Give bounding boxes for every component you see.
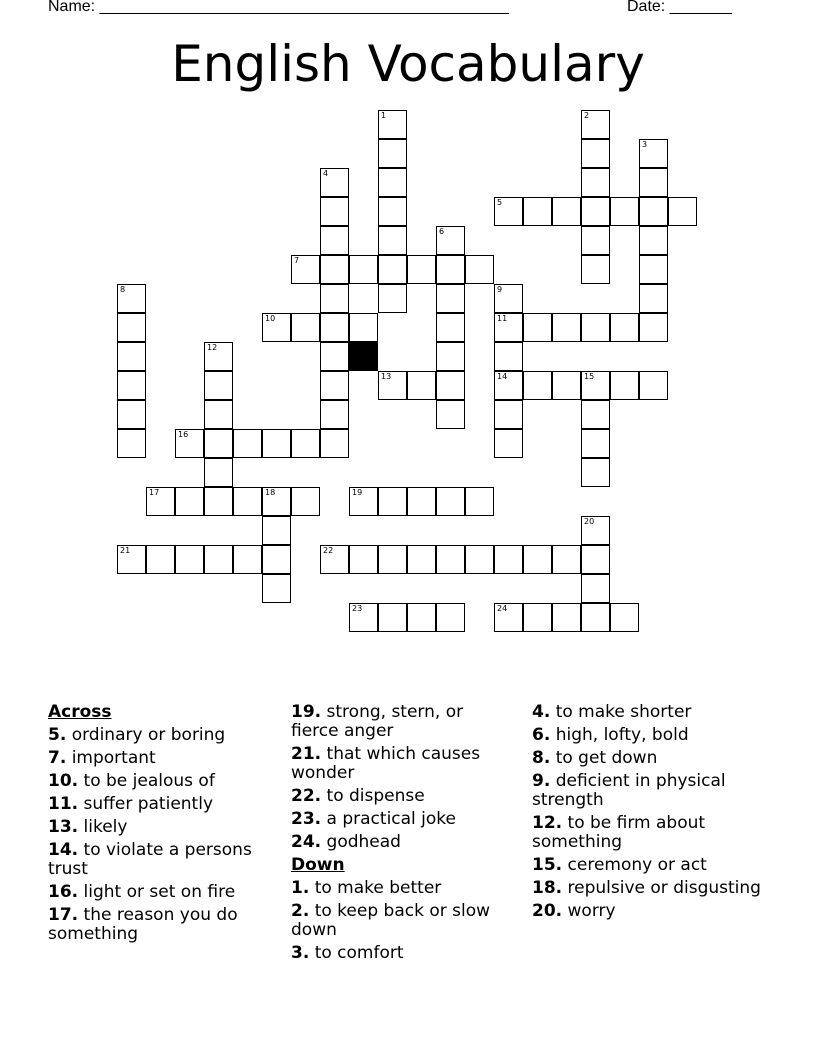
- grid-cell[interactable]: [494, 197, 523, 226]
- clue-item: [532, 749, 762, 768]
- clue-number: 11: [497, 314, 508, 323]
- clue-item: [48, 749, 273, 768]
- grid-cell[interactable]: [436, 400, 465, 429]
- grid-cell[interactable]: [407, 371, 436, 400]
- clue-number: 9: [497, 285, 503, 294]
- grid-cell[interactable]: [552, 545, 581, 574]
- grid-cell[interactable]: [494, 284, 523, 313]
- grid-cell[interactable]: [233, 545, 262, 574]
- grid-cell[interactable]: [610, 603, 639, 632]
- clue-column-1: [48, 703, 273, 948]
- grid-cell[interactable]: [407, 255, 436, 284]
- grid-cell[interactable]: [494, 371, 523, 400]
- grid-cell[interactable]: [523, 197, 552, 226]
- clue-item-number: 10.: [48, 771, 79, 791]
- clue-item-text: suffer patiently: [83, 794, 214, 814]
- clue-item-text: to be firm about something: [532, 813, 706, 852]
- clue-item: [48, 795, 273, 814]
- clue-item: [48, 906, 273, 944]
- grid-cell[interactable]: [639, 197, 668, 226]
- clue-item: [48, 841, 273, 879]
- grid-cell[interactable]: [436, 545, 465, 574]
- grid-cell[interactable]: [320, 197, 349, 226]
- grid-cell[interactable]: [320, 284, 349, 313]
- grid-cell[interactable]: [378, 168, 407, 197]
- clue-item-text: ceremony or act: [567, 855, 707, 875]
- clue-item: [291, 745, 516, 783]
- grid-cell[interactable]: [407, 545, 436, 574]
- clue-number: 16: [178, 430, 189, 439]
- grid-cell[interactable]: [639, 139, 668, 168]
- grid-cell[interactable]: [146, 545, 175, 574]
- clue-number: 7: [294, 256, 300, 265]
- grid-cell[interactable]: [117, 313, 146, 342]
- grid-cell[interactable]: [581, 458, 610, 487]
- grid-cell[interactable]: [378, 110, 407, 139]
- clue-item-number: 23.: [291, 809, 322, 829]
- grid-cell[interactable]: [349, 487, 378, 516]
- grid-cell[interactable]: [117, 371, 146, 400]
- grid-cell[interactable]: [581, 574, 610, 603]
- clue-item: [291, 787, 516, 806]
- grid-cell[interactable]: [175, 545, 204, 574]
- grid-cell[interactable]: [378, 255, 407, 284]
- grid-cell[interactable]: [117, 342, 146, 371]
- grid-cell[interactable]: [320, 342, 349, 371]
- grid-cell[interactable]: [436, 371, 465, 400]
- clue-item-number: 11.: [48, 794, 79, 814]
- clue-column-3: [532, 703, 762, 925]
- clue-item-text: godhead: [326, 832, 401, 852]
- grid-cell[interactable]: [320, 545, 349, 574]
- grid-cell[interactable]: [320, 168, 349, 197]
- grid-cell[interactable]: [523, 313, 552, 342]
- grid-cell[interactable]: [204, 429, 233, 458]
- grid-cell[interactable]: [349, 545, 378, 574]
- clue-number: 2: [584, 111, 590, 120]
- clue-item: [48, 726, 273, 745]
- clue-item: [532, 856, 762, 875]
- clue-item-number: 14.: [48, 840, 79, 860]
- grid-cell[interactable]: [291, 429, 320, 458]
- grid-cell[interactable]: [523, 371, 552, 400]
- clue-item-number: 2.: [291, 901, 310, 921]
- clue-item-text: a practical joke: [326, 809, 456, 829]
- grid-cell[interactable]: [320, 313, 349, 342]
- grid-cell[interactable]: [262, 545, 291, 574]
- clue-item-number: 4.: [532, 702, 551, 722]
- grid-cell[interactable]: [494, 342, 523, 371]
- clue-number: 4: [323, 169, 329, 178]
- clue-item-text: worry: [567, 901, 616, 921]
- clue-item-number: 13.: [48, 817, 79, 837]
- grid-cell[interactable]: [639, 313, 668, 342]
- grid-cell[interactable]: [378, 487, 407, 516]
- grid-cell[interactable]: [262, 313, 291, 342]
- clue-number: 15: [584, 372, 595, 381]
- grid-cell[interactable]: [378, 284, 407, 313]
- clue-number: 6: [439, 227, 445, 236]
- grid-cell[interactable]: [436, 487, 465, 516]
- clue-item-number: 3.: [291, 943, 310, 963]
- grid-cell[interactable]: [378, 226, 407, 255]
- grid-cell[interactable]: [320, 429, 349, 458]
- grid-cell[interactable]: [436, 284, 465, 313]
- clue-number: 24: [497, 604, 508, 613]
- clue-item-number: 21.: [291, 744, 322, 764]
- grid-cell[interactable]: [233, 487, 262, 516]
- clue-item-number: 19.: [291, 702, 322, 722]
- clue-item-text: light or set on fire: [83, 882, 236, 902]
- grid-cell[interactable]: [581, 429, 610, 458]
- clue-item-text: likely: [83, 817, 128, 837]
- grid-cell[interactable]: [581, 139, 610, 168]
- grid-cell[interactable]: [233, 429, 262, 458]
- clue-item: [48, 772, 273, 791]
- clue-item-text: to keep back or slow down: [291, 901, 491, 940]
- clue-number: 3: [642, 140, 648, 149]
- grid-cell[interactable]: [349, 255, 378, 284]
- grid-cell[interactable]: [494, 313, 523, 342]
- grid-cell[interactable]: [465, 487, 494, 516]
- clue-number: 1: [381, 111, 387, 120]
- clue-number: 23: [352, 604, 363, 613]
- clue-item: [291, 810, 516, 829]
- clue-item-text: to make better: [314, 878, 442, 898]
- clue-number: 12: [207, 343, 218, 352]
- grid-cell[interactable]: [436, 603, 465, 632]
- grid-cell[interactable]: [204, 545, 233, 574]
- grid-cell[interactable]: [117, 400, 146, 429]
- grid-cell[interactable]: [581, 226, 610, 255]
- clue-item-number: 24.: [291, 832, 322, 852]
- clue-item-text: ordinary or boring: [71, 725, 226, 745]
- grid-cell[interactable]: [378, 371, 407, 400]
- grid-cell[interactable]: [610, 313, 639, 342]
- grid-cell[interactable]: [639, 168, 668, 197]
- grid-cell[interactable]: [262, 487, 291, 516]
- clue-item-text: to dispense: [326, 786, 425, 806]
- clue-item: [291, 703, 516, 741]
- grid-cell[interactable]: [581, 168, 610, 197]
- grid-cell[interactable]: [291, 255, 320, 284]
- grid-cell[interactable]: [581, 603, 610, 632]
- grid-cell[interactable]: [465, 255, 494, 284]
- clue-item-text: high, lofty, bold: [555, 725, 689, 745]
- clue-item: [48, 818, 273, 837]
- grid-cell[interactable]: [436, 226, 465, 255]
- grid-cell[interactable]: [552, 197, 581, 226]
- clue-item-number: 17.: [48, 905, 79, 925]
- grid-cell[interactable]: [581, 110, 610, 139]
- grid-cell[interactable]: [204, 458, 233, 487]
- page-title: English Vocabulary: [171, 35, 645, 93]
- grid-cell[interactable]: [494, 429, 523, 458]
- clue-item-text: important: [71, 748, 156, 768]
- clue-item-number: 20.: [532, 901, 563, 921]
- clue-item-number: 22.: [291, 786, 322, 806]
- grid-cell[interactable]: [378, 197, 407, 226]
- grid-cell[interactable]: [523, 545, 552, 574]
- grid-cell[interactable]: [494, 603, 523, 632]
- grid-cell[interactable]: [175, 429, 204, 458]
- clue-number: 21: [120, 546, 131, 555]
- grid-cell[interactable]: [204, 342, 233, 371]
- clue-item: [532, 814, 762, 852]
- clue-item: [291, 879, 516, 898]
- grid-cell[interactable]: [668, 197, 697, 226]
- grid-cell[interactable]: [291, 487, 320, 516]
- clue-number: 17: [149, 488, 160, 497]
- clue-item-text: the reason you do something: [48, 905, 238, 944]
- clue-item-text: to be jealous of: [83, 771, 215, 791]
- clue-item-number: 8.: [532, 748, 551, 768]
- clue-item-text: repulsive or disgusting: [567, 878, 761, 898]
- grid-cell[interactable]: [639, 226, 668, 255]
- clue-item-text: strong, stern, or fierce anger: [291, 702, 464, 741]
- clue-item: [291, 944, 516, 963]
- grid-cell[interactable]: [204, 371, 233, 400]
- grid-cell[interactable]: [581, 371, 610, 400]
- clue-item-number: 12.: [532, 813, 563, 833]
- grid-cell[interactable]: [639, 284, 668, 313]
- clue-number: 13: [381, 372, 392, 381]
- name-field: Name: ______________________________________________: [48, 0, 509, 15]
- clue-number: 5: [497, 198, 503, 207]
- clue-item-number: 5.: [48, 725, 67, 745]
- grid-cell[interactable]: [378, 545, 407, 574]
- clue-number: 19: [352, 488, 363, 497]
- grid-cell[interactable]: [610, 197, 639, 226]
- black-cell: [349, 342, 378, 371]
- grid-cell[interactable]: [175, 487, 204, 516]
- grid-cell[interactable]: [610, 371, 639, 400]
- grid-cell[interactable]: [581, 255, 610, 284]
- grid-cell[interactable]: [204, 400, 233, 429]
- grid-cell[interactable]: [378, 139, 407, 168]
- grid-cell[interactable]: [320, 255, 349, 284]
- date-field: Date: _______: [627, 0, 732, 15]
- clue-item: [532, 879, 762, 898]
- grid-cell[interactable]: [581, 197, 610, 226]
- grid-cell[interactable]: [291, 313, 320, 342]
- grid-cell[interactable]: [523, 603, 552, 632]
- grid-cell[interactable]: [552, 371, 581, 400]
- clue-number: 20: [584, 517, 595, 526]
- clue-item-text: to get down: [555, 748, 658, 768]
- grid-cell[interactable]: [146, 487, 175, 516]
- clue-number: 8: [120, 285, 126, 294]
- grid-cell[interactable]: [639, 371, 668, 400]
- clue-item: [48, 883, 273, 902]
- clue-item: [532, 772, 762, 810]
- grid-cell[interactable]: [581, 516, 610, 545]
- grid-cell[interactable]: [436, 313, 465, 342]
- clue-item-text: to violate a persons trust: [48, 840, 252, 879]
- grid-cell[interactable]: [117, 545, 146, 574]
- clue-number: 10: [265, 314, 276, 323]
- clue-item-number: 9.: [532, 771, 551, 791]
- grid-cell[interactable]: [494, 545, 523, 574]
- clue-item-number: 18.: [532, 878, 563, 898]
- grid-cell[interactable]: [552, 603, 581, 632]
- clue-item-number: 16.: [48, 882, 79, 902]
- grid-cell[interactable]: [552, 313, 581, 342]
- grid-cell[interactable]: [407, 603, 436, 632]
- grid-cell[interactable]: [581, 545, 610, 574]
- across-heading: Across: [48, 702, 112, 722]
- clue-item-number: 7.: [48, 748, 67, 768]
- grid-cell[interactable]: [204, 487, 233, 516]
- grid-cell[interactable]: [349, 603, 378, 632]
- clue-item-text: to make shorter: [555, 702, 692, 722]
- grid-cell[interactable]: [465, 545, 494, 574]
- grid-cell[interactable]: [378, 603, 407, 632]
- clue-item-number: 6.: [532, 725, 551, 745]
- grid-cell[interactable]: [639, 255, 668, 284]
- clue-item: [532, 726, 762, 745]
- clue-item-number: 1.: [291, 878, 310, 898]
- grid-cell[interactable]: [117, 284, 146, 313]
- clue-number: 22: [323, 546, 334, 555]
- grid-cell[interactable]: [262, 516, 291, 545]
- clue-item: [532, 902, 762, 921]
- clue-number: 14: [497, 372, 508, 381]
- down-heading: Down: [291, 855, 345, 875]
- grid-cell[interactable]: [349, 313, 378, 342]
- grid-cell[interactable]: [117, 429, 146, 458]
- grid-cell[interactable]: [436, 255, 465, 284]
- grid-cell[interactable]: [407, 487, 436, 516]
- clue-item-text: that which causes wonder: [291, 744, 481, 783]
- grid-cell[interactable]: [320, 371, 349, 400]
- clue-item-number: 15.: [532, 855, 563, 875]
- grid-cell[interactable]: [320, 400, 349, 429]
- clue-item: [291, 833, 516, 852]
- clue-item: [532, 703, 762, 722]
- grid-cell[interactable]: [262, 429, 291, 458]
- clue-number: 18: [265, 488, 276, 497]
- grid-cell[interactable]: [320, 226, 349, 255]
- clue-item-text: deficient in physical strength: [532, 771, 726, 810]
- clue-item-text: to comfort: [314, 943, 404, 963]
- grid-cell[interactable]: [436, 342, 465, 371]
- clue-item: [291, 902, 516, 940]
- grid-cell[interactable]: [494, 400, 523, 429]
- clue-column-2: [291, 703, 516, 967]
- grid-cell[interactable]: [581, 313, 610, 342]
- grid-cell[interactable]: [581, 400, 610, 429]
- grid-cell[interactable]: [262, 574, 291, 603]
